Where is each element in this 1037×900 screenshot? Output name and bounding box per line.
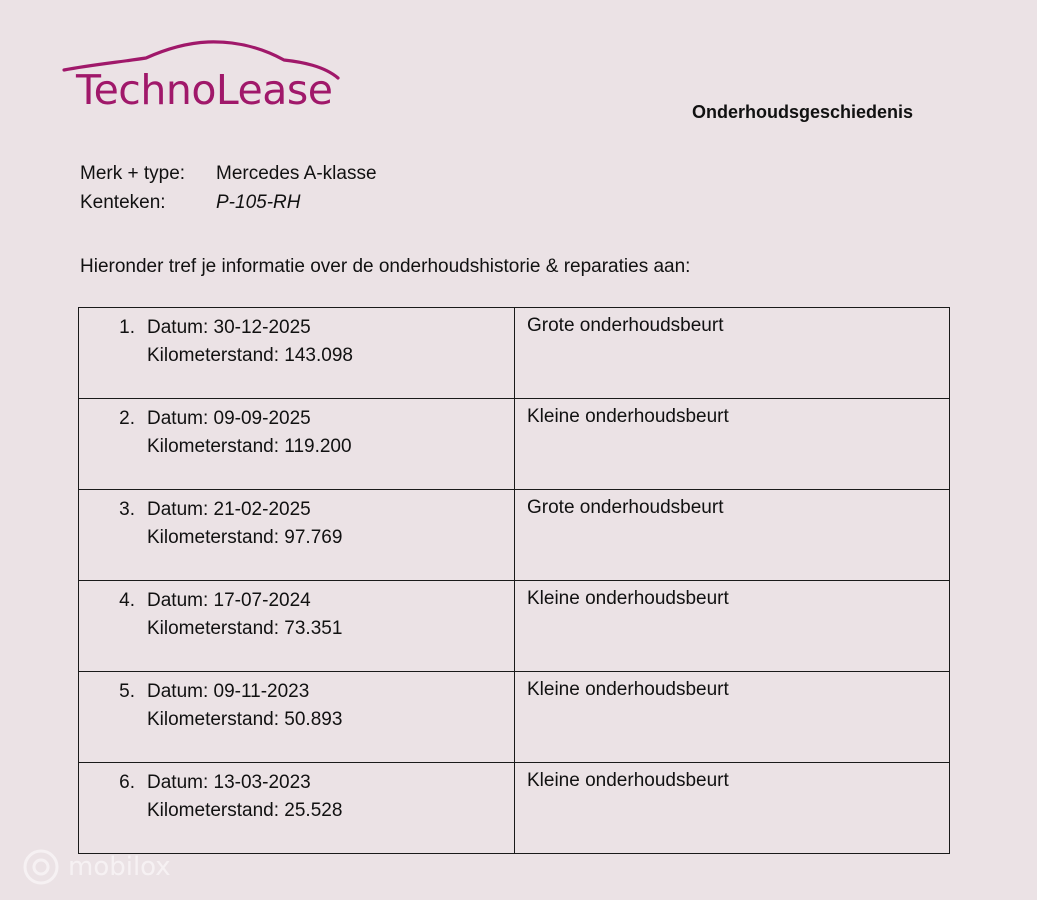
technolease-logo: [62, 38, 352, 118]
entry-mileage: Kilometerstand: 50.893: [147, 709, 343, 730]
entry-date: Datum: 17-07-2024: [147, 590, 311, 611]
service-type: Kleine onderhoudsbeurt: [515, 581, 950, 672]
entry-number: 1.: [119, 317, 135, 338]
table-row: [79, 581, 950, 672]
entry-number: 6.: [119, 772, 135, 793]
make-label: Merk + type:: [80, 163, 186, 184]
entry-mileage: Kilometerstand: 97.769: [147, 527, 343, 548]
entry-cell: [79, 763, 515, 854]
entry-cell: [79, 581, 515, 672]
entry-cell: [79, 672, 515, 763]
service-type: Kleine onderhoudsbeurt: [515, 399, 950, 490]
service-type: Grote onderhoudsbeurt: [515, 490, 950, 581]
entry-number: 3.: [119, 499, 135, 520]
table-row: [79, 399, 950, 490]
service-type: Kleine onderhoudsbeurt: [515, 763, 950, 854]
entry-date: Datum: 09-11-2023: [147, 681, 310, 702]
make-row: [80, 162, 377, 191]
entry-cell: [79, 308, 515, 399]
intro-text: Hieronder tref je informatie over de onderhoudshistorie & reparaties aan:: [80, 256, 691, 277]
plate-row: [80, 191, 377, 220]
service-type: Kleine onderhoudsbeurt: [515, 672, 950, 763]
logo-wordmark: TechnoLease: [76, 66, 333, 114]
document-title: Onderhoudsgeschiedenis: [692, 102, 914, 122]
entry-number: 5.: [119, 681, 135, 702]
make-value: Mercedes A-klasse: [216, 163, 377, 184]
entry-cell: [79, 399, 515, 490]
vehicle-info: [80, 162, 377, 220]
watermark-text: mobilox: [68, 852, 171, 882]
table-row: [79, 672, 950, 763]
entry-date: Datum: 13-03-2023: [147, 772, 311, 793]
entry-mileage: Kilometerstand: 143.098: [147, 345, 353, 366]
entry-date: Datum: 30-12-2025: [147, 317, 311, 338]
plate-label: Kenteken:: [80, 192, 166, 213]
entry-cell: [79, 490, 515, 581]
entry-mileage: Kilometerstand: 119.200: [147, 436, 352, 457]
entry-date: Datum: 21-02-2025: [147, 499, 311, 520]
entry-number: 2.: [119, 408, 135, 429]
table-row: [79, 490, 950, 581]
entry-number: 4.: [119, 590, 135, 611]
maintenance-history-table: [78, 307, 950, 854]
table-row: [79, 763, 950, 854]
entry-date: Datum: 09-09-2025: [147, 408, 311, 429]
mobilox-logo-icon: [22, 848, 60, 886]
entry-mileage: Kilometerstand: 25.528: [147, 800, 343, 821]
service-type: Grote onderhoudsbeurt: [515, 308, 950, 399]
plate-value: P-105-RH: [216, 192, 301, 213]
table-row: [79, 308, 950, 399]
mobilox-watermark: [22, 848, 171, 886]
entry-mileage: Kilometerstand: 73.351: [147, 618, 343, 639]
